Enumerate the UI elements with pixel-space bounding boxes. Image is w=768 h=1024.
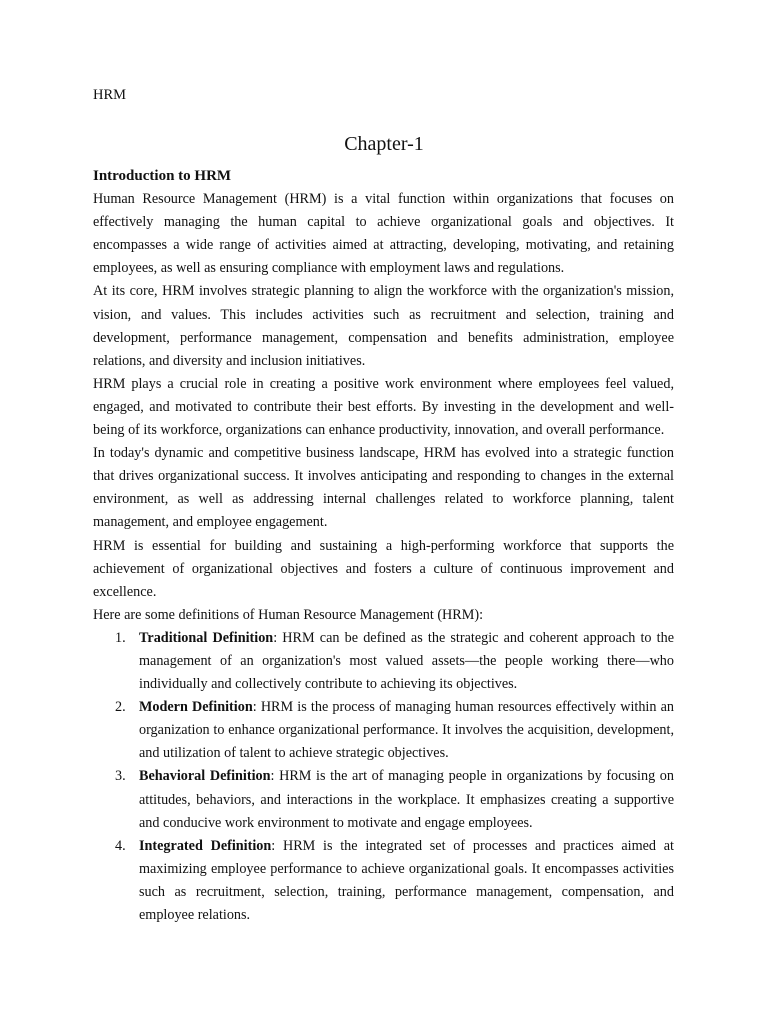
definition-term: Integrated Definition <box>139 837 272 854</box>
definitions-list <box>93 627 674 927</box>
definition-text: : HRM is the process of managing human resources effectively within an organization to enhance organizational performance. It involves the acquisition, development, and utilization of talent to achieve strategic objectives. <box>139 699 674 762</box>
definition-text: : HRM is the art of managing people in organizations by focusing on attitudes, behaviors, and interactions in the workplace. It emphasizes creating a supportive and conducive work environment to motivate and engage employees. <box>139 768 674 831</box>
definition-term: Behavioral Definition <box>139 768 271 785</box>
definition-item <box>93 627 674 696</box>
definitions-intro: Here are some definitions of Human Resource Management (HRM): <box>93 606 484 623</box>
paragraph: HRM is essential for building and sustaining a high-performing workforce that supports the achievement of organizational objectives and fosters a culture of continuous improvement and excellence. <box>93 537 674 600</box>
list-number: 1. <box>115 629 126 646</box>
list-number: 2. <box>115 699 126 716</box>
definition-text: : HRM is the integrated set of processes and practices aimed at maximizing employee performance to achieve organizational goals. It encompasses activities such as recruitment, selection, training, performance management, compensation, and employee relations. <box>139 837 675 923</box>
section-heading: Introduction to HRM <box>93 168 232 184</box>
list-number: 4. <box>115 837 126 854</box>
paragraph: At its core, HRM involves strategic planning to align the workforce with the organization's mission, vision, and values. This includes activities such as recruitment and selection, training and development, performance management, compensation and benefits administration, employee relations, and diversity and inclusion initiatives. <box>93 283 674 369</box>
list-number: 3. <box>115 768 126 785</box>
definition-item <box>93 765 674 834</box>
paragraph: In today's dynamic and competitive business landscape, HRM has evolved into a strategic function that drives organizational success. It involves anticipating and responding to changes in the external environment, as well as addressing internal challenges related to workforce planning, talent management, and employee engagement. <box>93 445 674 531</box>
paragraph: HRM plays a crucial role in creating a positive work environment where employees feel valued, engaged, and motivated to contribute their best efforts. By investing in the development and well-being of its workforce, organizations can enhance productivity, innovation, and overall performance. <box>93 375 674 439</box>
definition-text: : HRM can be defined as the strategic and coherent approach to the management of an organization's most valued assets—the people working there—who individually and collectively contribute to achieving its objectives. <box>139 629 674 693</box>
definition-term: Modern Definition <box>139 699 253 716</box>
definition-item <box>93 696 674 765</box>
chapter-title: Chapter-1 <box>344 133 424 155</box>
definition-item <box>93 835 674 927</box>
document-body <box>93 165 674 927</box>
page-header: HRM <box>93 87 127 103</box>
definition-term: Traditional Definition <box>139 629 274 646</box>
paragraph: Human Resource Management (HRM) is a vital function within organizations that focuses on effectively managing the human capital to achieve organizational goals and objectives. It encompasses a wide range of activities aimed at attracting, developing, motivating, and retaining employees, as well as ensuring compliance with employment laws and regulations. <box>93 191 674 277</box>
